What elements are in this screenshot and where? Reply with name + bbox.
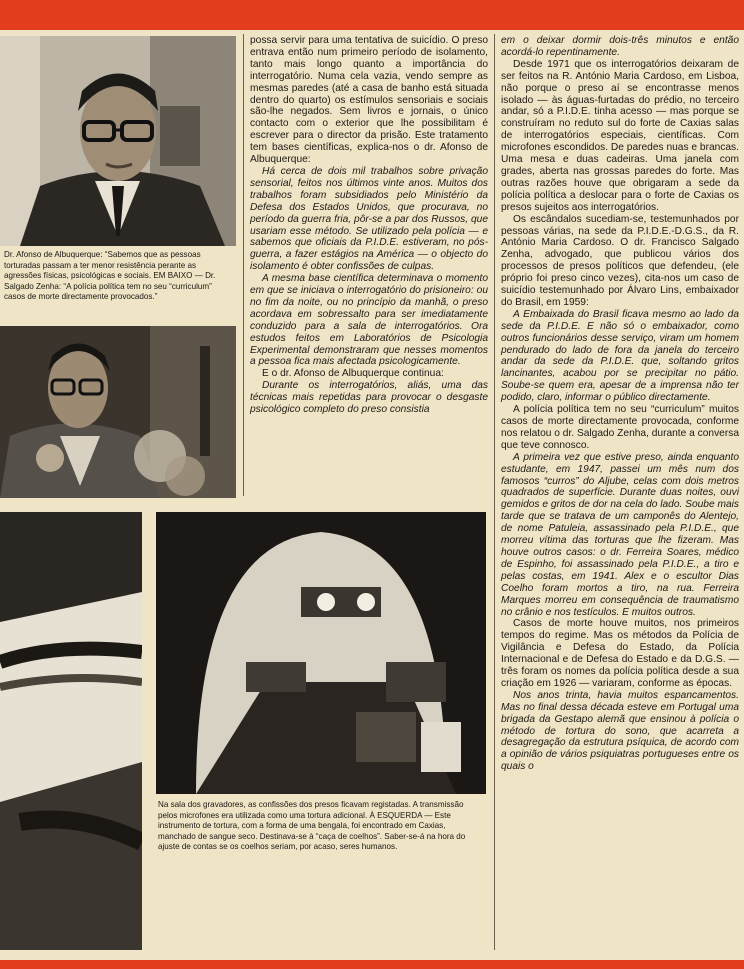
column-rule-right <box>494 34 495 950</box>
paragraph: A primeira vez que estive preso, ainda enquanto estudante, em 1947, passei um mês num dos famosos “curros” do Aljube, celas com dois metros quadrados de superfície. Durante duas noites, ouvi gemidos e gritos de dor na cela do lado. Soube mais tarde que se tratava de um camponês do Alentejo, de nome Patuleia, assassinado pela P.I.D.E., que morreu vítima das torturas que lhe fizeram. Mas houve outros casos: o dr. Ferreira Soares, médico de Espinho, foi assassinado pela P.I.D.E., a tiro e pelas costas, em 1941. Alex e o escultor Dias Coelho foram mortos a tiro, na rua. Ferreira Marques morreu em consequência de traumatismo no crânio e nos testículos. E muitos outros. <box>501 451 739 618</box>
photo-recorders-room <box>156 512 486 794</box>
article-column-right <box>501 35 739 773</box>
paragraph: E o dr. Afonso de Albuquerque continua: <box>262 368 444 380</box>
top-red-bar <box>0 0 744 30</box>
paragraph: A polícia política tem no seu “curriculum” muitos casos de morte directamente provocada, conforme nos relatou o dr. Salgado Zenha, durante a conversa que teve connosco. <box>501 404 739 451</box>
paragraph: Casos de morte houve muitos, nos primeiros tempos do regime. Mas os métodos da Polícia de Vigilância e Defesa do Estado, da Polícia Internacional e de Defesa do Estado e da D.G.S. — três foram os nomes da polícia política desde a sua criação em 1926 — variaram, conforme as épocas. <box>501 618 739 689</box>
paragraph: A mesma base científica determinava o momento em que se iniciava o interrogatório do prisioneiro: ou no fim da noite, ou no princípio da manhã, o preso acordava em sobressalto para ser imediatamente conduzido para a sala de interrogatórios. Ora estudos feitos em Laboratórios de Psicologia Experimental demonstraram que nesses momentos a pessoa fica mais afectada psicologicamente. <box>250 273 488 368</box>
portrait-photo-zenha <box>0 326 236 498</box>
paragraph: Há cerca de dois mil trabalhos sobre privação sensorial, feitos nos últimos vinte anos. Muitos dos trabalhos foram subsidiados pelo Ministério da Defesa dos Estados Unidos, que procurava, no período da guerra fria, pôr-se a par dos Russos, que usariam esse método. Se utilizado pela polícia — e sabemos que oficiais da P.I.D.E. estiveram, no pós-guerra, a fazer estágios na América — o objecto do isolamento é obter confissões de culpas. <box>250 165 488 273</box>
column-rule-left <box>243 34 244 496</box>
paragraph: Durante os interrogatórios, aliás, uma das técnicas mais repetidas para provocar o desgaste psicológico completo do preso consistia <box>250 380 488 416</box>
article-column-middle <box>250 35 488 416</box>
photo-torture-instrument <box>0 512 142 950</box>
paragraph: Os escândalos sucediam-se, testemunhados por pessoas várias, na sede da P.I.D.E.-D.G.S., da R. António Maria Cardoso. O dr. Francisco Salgado Zenha, advogado, que publicou vários dos processos de presos políticos que defendeu, (ele próprio foi preso cinco vezes), cita-nos um caso de suicídio testemunhado por Álvaro Lins, embaixador do Brasil, em 1959: <box>501 213 739 308</box>
paragraph: possa servir para uma tentativa de suicídio. O preso entrava então num primeiro período de isolamento, tanto mais longo quanto a importância do interrogatório. Numa cela vazia, vendo sempre as mesmas paredes (até a casa de banho está situada dentro do quarto) os estímulos sensoriais e sociais são-lhe negados. Sem livros e jornais, o único contacto com o exterior que lhe possibilitam é escrever para o director da prisão. Este tratamento tem bases científicas, explica-nos o dr. Afonso de Albuquerque: <box>250 35 488 166</box>
paragraph: em o deixar dormir dois-três minutos e então acordá-lo repentinamente. <box>501 35 739 58</box>
paragraph: Desde 1971 que os interrogatórios deixaram de ser feitos na R. António Maria Cardoso, em Lisboa, não porque o preso aí se encontrasse menos isolado — às águas-furtadas do prédio, no terceiro andar, só a P.I.D.E. tinha acesso — mas porque se construíram no reduto sul do forte de Caxias salas de interrogatórios especiais, científicas. Com microfones escondidos. De paredes nuas e brancas. Uma mesa e duas cadeiras. Uma janela com grades, aberta nas grossas paredes do forte. Mas outras razões houve que obrigaram a sede da polícia política a deslocar para o forte de Caxias os presos sujeitos aos interrogatórios. <box>501 58 739 213</box>
bottom-red-bar <box>0 960 744 969</box>
caption-top-photos: Dr. Afonso de Albuquerque: “Sabemos que as pessoas torturadas passam a ter menor resistência perante as agressões físicas, psicológicas e sociais. EM BAIXO — Dr. Salgado Zenha: “A polícia política tem no seu “curriculum” casos de morte directamente provocados.” <box>4 250 216 302</box>
portrait-photo-albuquerque <box>0 36 236 246</box>
paragraph: A Embaixada do Brasil ficava mesmo ao lado da sede da P.I.D.E. E não só o embaixador, como outros funcionários desse serviço, viram um homem pendurado do lado de fora da janela do terceiro andar da sede da P.I.D.E. que, soltando gritos lancinantes, acabou por se precipitar no pátio. Soube-se quem era, apesar de a imprensa não ter podido, claro, informar o público directamente. <box>501 308 739 404</box>
paragraph: Nos anos trinta, havia muitos espancamentos. Mas no final dessa década esteve em Portugal uma brigada da Gestapo alemã que ensinou à polícia o método de tortura do sono, que acarreta a desagregação da estrutura psíquica, de acordo com a opinião de vários psiquiatras portugueses entre os quais o <box>501 689 739 773</box>
caption-bottom-photos: Na sala dos gravadores, as confissões dos presos ficavam registadas. A transmissão pelos microfones era utilizada como uma tortura adicional. À ESQUERDA — Este instrumento de tortura, com a forma de uma bengala, foi encontrado em Caxias, manchado de sangue seco. Destinava-se à “caça de coelhos”. Saber-se-á na hora do ajuste de contas se os coelhos seriam, por acaso, seres humanos. <box>158 800 466 852</box>
